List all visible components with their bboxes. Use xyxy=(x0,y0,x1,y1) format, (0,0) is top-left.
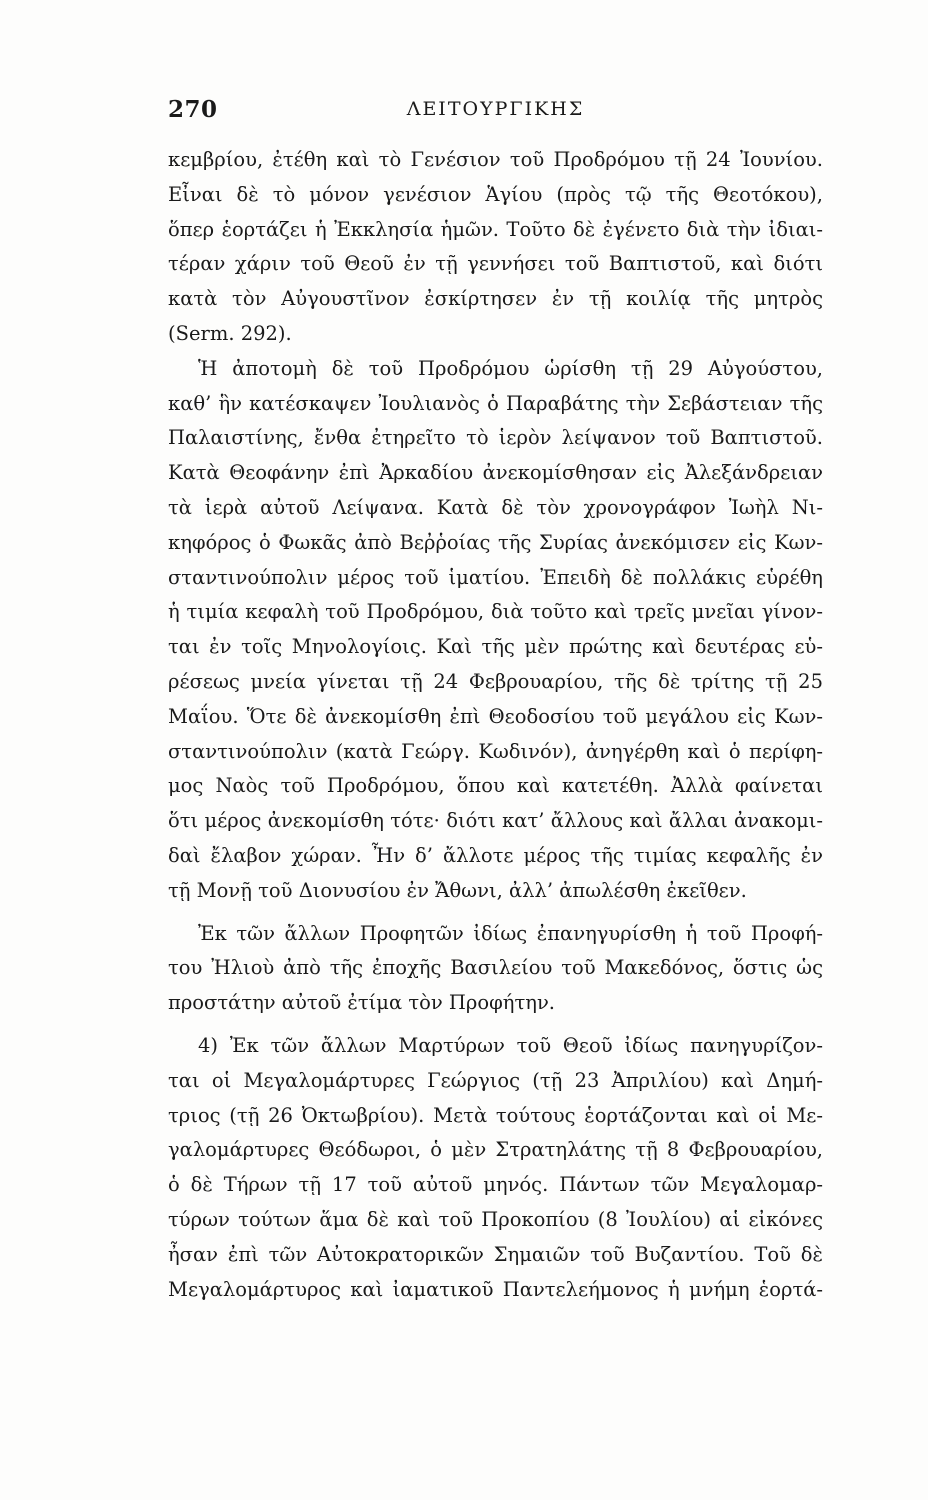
text-line: ὁ δὲ Τήρων τῇ 17 τοῦ αὐτοῦ μηνός. Πάντων τῶν Μεγαλομαρ- xyxy=(168,1173,823,1197)
text-line: ρέσεως μνεία γίνεται τῇ 24 Φεβρουαρίου, τῆς δὲ τρίτης τῇ 25 xyxy=(168,669,823,693)
text-line: Ἐκ τῶν ἄλλων Προφητῶν ἰδίως ἐπανηγυρίσθη ἡ τοῦ Προφή- xyxy=(198,921,823,945)
text-line: τύρων τούτων ἅμα δὲ καὶ τοῦ Προκοπίου (8 Ἰουλίου) αἱ εἰκόνες xyxy=(168,1207,823,1231)
text-line: σταντινούπολιν μέρος τοῦ ἱματίου. Ἐπειδὴ δὲ πολλάκις εὑρέθη xyxy=(168,565,823,589)
text-line: ὅτι μέρος ἀνεκομίσθη τότε· διότι κατ’ ἄλλους καὶ ἄλλαι ἀνακομι- xyxy=(168,809,823,833)
text-line: προστάτην αὐτοῦ ἐτίμα τὸν Προφήτην. xyxy=(168,991,556,1015)
text-line: τὰ ἱερὰ αὐτοῦ Λείψανα. Κατὰ δὲ τὸν χρονογράφον Ἰωὴλ Νι- xyxy=(168,495,823,519)
text-line: ἦσαν ἐπὶ τῶν Αὐτοκρατορικῶν Σημαιῶν τοῦ Βυζαντίου. Τοῦ δὲ xyxy=(168,1242,823,1266)
text-line: ἡ τιμία κεφαλὴ τοῦ Προδρόμου, διὰ τοῦτο καὶ τρεῖς μνεῖαι γίνον- xyxy=(168,600,823,624)
text-line: ται ἐν τοῖς Μηνολογίοις. Καὶ τῆς μὲν πρώτης καὶ δευτέρας εὑ- xyxy=(168,635,823,659)
text-line: μος Ναὸς τοῦ Προδρόμου, ὅπου καὶ κατετέθη. Ἀλλὰ φαίνεται xyxy=(168,774,823,798)
text-line: 4) Ἐκ τῶν ἄλλων Μαρτύρων τοῦ Θεοῦ ἰδίως πανηγυρίζον- xyxy=(198,1033,823,1057)
page-header xyxy=(168,96,823,136)
text-line: Εἶναι δὲ τὸ μόνον γενέσιον Ἁγίου (πρὸς τῷ τῆς Θεοτόκου), xyxy=(168,182,823,206)
text-line: δαὶ ἔλαβον χώραν. Ἦν δ’ ἄλλοτε μέρος τῆς τιμίας κεφαλῆς ἐν xyxy=(168,843,823,867)
text-line: Μαΐου. Ὅτε δὲ ἀνεκομίσθη ἐπὶ Θεοδοσίου τοῦ μεγάλου εἰς Κων- xyxy=(168,704,823,728)
text-line: κηφόρος ὁ Φωκᾶς ἀπὸ Βεῤῥοίας τῆς Συρίας ἀνεκόμισεν εἰς Κων- xyxy=(168,530,823,554)
text-line: τῇ Μονῇ τοῦ Διονυσίου ἐν Ἄθωνι, ἀλλ’ ἀπωλέσθη ἐκεῖθεν. xyxy=(168,878,747,902)
page-number: 270 xyxy=(168,96,218,123)
body-text xyxy=(168,143,823,1307)
text-line: ται οἱ Μεγαλομάρτυρες Γεώργιος (τῇ 23 Ἀπριλίου) καὶ Δημή- xyxy=(168,1068,823,1092)
text-line: καθ’ ἣν κατέσκαψεν Ἰουλιανὸς ὁ Παραβάτης τὴν Σεβάστειαν τῆς xyxy=(168,391,823,415)
text-line: Παλαιστίνης, ἔνθα ἐτηρεῖτο τὸ ἱερὸν λείψανον τοῦ Βαπτιστοῦ. xyxy=(168,426,823,450)
text-line: Ἡ ἀποτομὴ δὲ τοῦ Προδρόμου ὡρίσθη τῇ 29 Αὐγούστου, xyxy=(198,356,823,380)
text-line: (Serm. 292). xyxy=(168,321,292,345)
text-line: ὅπερ ἑορτάζει ἡ Ἐκκλησία ἡμῶν. Τοῦτο δὲ ἐγένετο διὰ τὴν ἰδιαι- xyxy=(168,217,823,241)
text-line: Κατὰ Θεοφάνην ἐπὶ Ἀρκαδίου ἀνεκομίσθησαν εἰς Ἀλεξάνδρειαν xyxy=(168,461,823,485)
text-line: Μεγαλομάρτυρος καὶ ἰαματικοῦ Παντελεήμονος ἡ μνήμη ἑορτά- xyxy=(168,1277,823,1301)
text-line: κεμβρίου, ἐτέθη καὶ τὸ Γενέσιον τοῦ Προδρόμου τῇ 24 Ἰουνίου. xyxy=(168,148,823,171)
running-title: ΛΕΙΤΟΥΡΓΙΚΗΣ xyxy=(406,98,585,120)
text-line: γαλομάρτυρες Θεόδωροι, ὁ μὲν Στρατηλάτης τῇ 8 Φεβρουαρίου, xyxy=(168,1138,823,1162)
text-line: τέραν χάριν τοῦ Θεοῦ ἐν τῇ γεννήσει τοῦ Βαπτιστοῦ, καὶ διότι xyxy=(168,252,823,276)
text-line: σταντινούπολιν (κατὰ Γεώργ. Κωδινόν), ἀνηγέρθη καὶ ὁ περίφη- xyxy=(168,739,823,763)
text-line: του Ἠλιοὺ ἀπὸ τῆς ἐποχῆς Βασιλείου τοῦ Μακεδόνος, ὅστις ὡς xyxy=(168,956,823,980)
text-line: κατὰ τὸν Αὐγουστῖνον ἐσκίρτησεν ἐν τῇ κοιλίᾳ τῆς μητρὸς xyxy=(168,287,823,311)
text-line: τριος (τῇ 26 Ὀκτωβρίου). Μετὰ τούτους ἑορτάζονται καὶ οἱ Με- xyxy=(168,1103,823,1127)
